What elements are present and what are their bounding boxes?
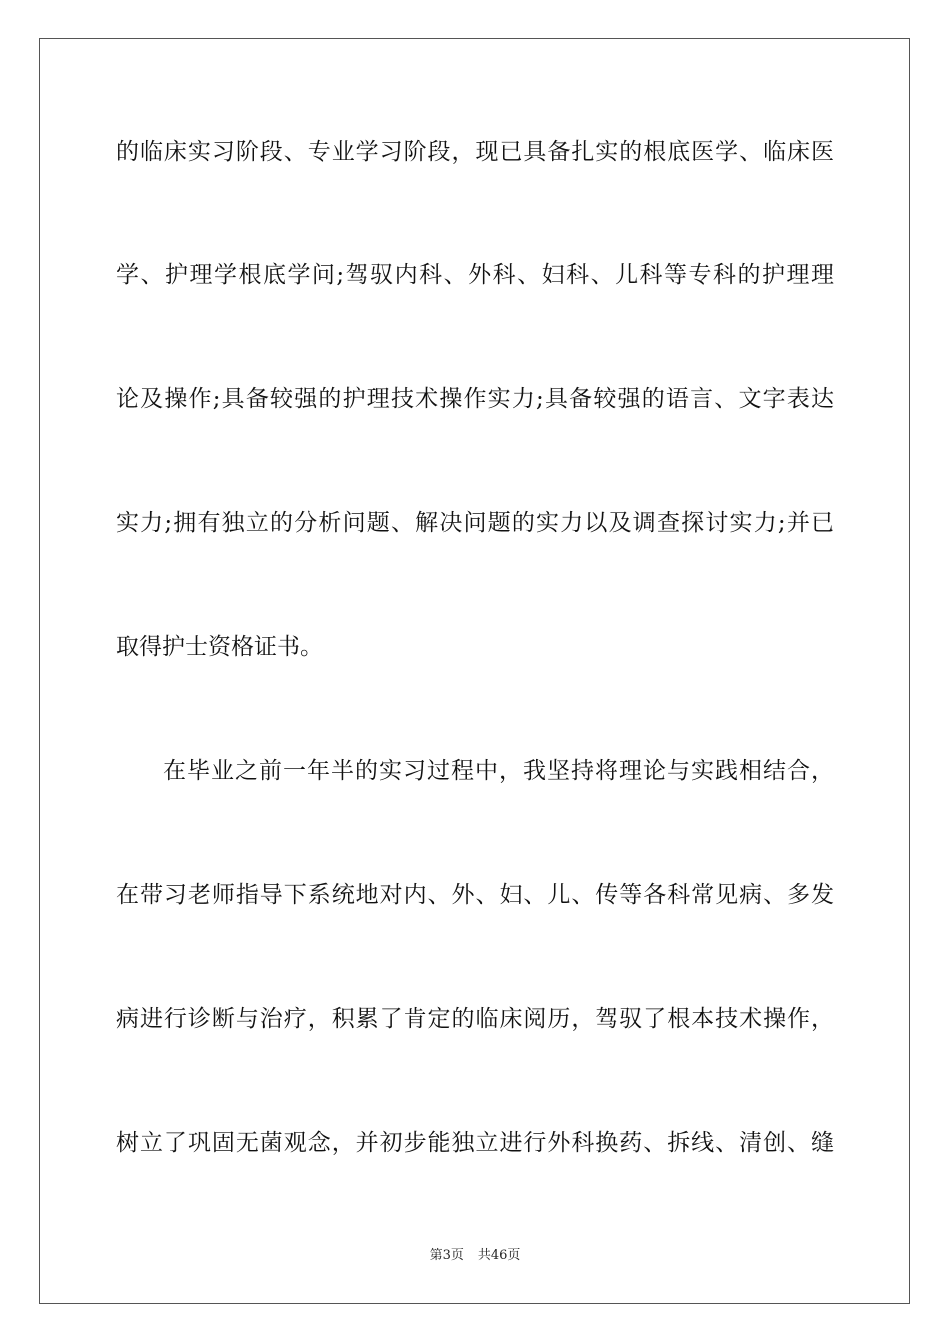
paragraph-line: 取得护士资格证书。 xyxy=(116,634,323,660)
page-total: 共46页 xyxy=(477,1248,521,1263)
paragraph-line: 论及操作;具备较强的护理技术操作实力;具备较强的语言、文字表达 xyxy=(116,386,834,412)
paragraph-line: 在带习老师指导下系统地对内、外、妇、儿、传等各科常见病、多发 xyxy=(116,882,834,908)
paragraph-line: 实力;拥有独立的分析问题、解决问题的实力以及调查探讨实力;并已 xyxy=(116,510,834,536)
paragraph-line: 学、护理学根底学问;驾驭内科、外科、妇科、儿科等专科的护理理 xyxy=(116,262,834,288)
paragraph-line: 病进行诊断与治疗，积累了肯定的临床阅历，驾驭了根本技术操作， xyxy=(116,1006,834,1032)
page-number: 第3页 xyxy=(429,1248,464,1263)
page-border xyxy=(39,38,910,1304)
paragraph-line-indented: 在毕业之前一年半的实习过程中，我坚持将理论与实践相结合， xyxy=(163,758,834,784)
paragraph-line: 树立了巩固无菌观念，并初步能独立进行外科换药、拆线、清创、缝 xyxy=(116,1130,834,1156)
page-footer xyxy=(0,1247,950,1265)
paragraph-line: 的临床实习阶段、专业学习阶段，现已具备扎实的根底医学、临床医 xyxy=(116,139,834,165)
